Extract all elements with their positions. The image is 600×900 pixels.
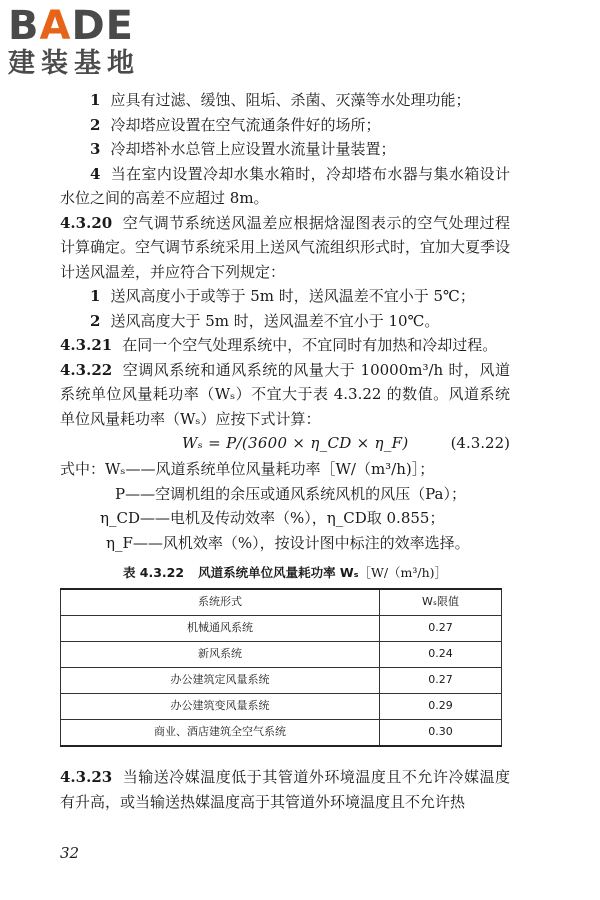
table-caption-title: 风道系统单位风量耗功率 Wₛ [198, 565, 359, 580]
table-row [61, 694, 502, 720]
table-row [61, 668, 502, 694]
table-cell-ws-limit: 0.29 [380, 694, 502, 720]
logo-subtitle: 建装基地 [8, 48, 140, 79]
table-caption-unit: ［W/（m³/h)］ [358, 565, 448, 580]
document-body [60, 88, 510, 814]
formula-number: (4.3.22) [450, 434, 510, 452]
page-number: 32 [60, 844, 80, 862]
table-caption-number: 表 4.3.22 [122, 565, 185, 580]
table-cell-ws-limit: 0.30 [380, 720, 502, 747]
table-cell-ws-limit: 0.27 [380, 616, 502, 642]
table-row [61, 616, 502, 642]
table-cell-system-type: 新风系统 [61, 642, 380, 668]
clause-4-3-19-item-1: 1 应具有过滤、缓蚀、阻垢、杀菌、灭藻等水处理功能； [90, 91, 471, 109]
clause-4-3-23: 4.3.23 当输送冷媒温度低于其管道外环境温度且不允许冷媒温度有升高，或当输送热媒温度高于其管道外环境温度且不允许热 [60, 768, 510, 811]
formula-row [60, 431, 510, 457]
table-cell-system-type: 商业、酒店建筑全空气系统 [61, 720, 380, 747]
table-header-system-type: 系统形式 [61, 589, 380, 616]
bade-logo [8, 4, 178, 80]
logo-brand [8, 4, 178, 48]
table-cell-ws-limit: 0.24 [380, 642, 502, 668]
table-cell-system-type: 机械通风系统 [61, 616, 380, 642]
table-caption [60, 560, 510, 586]
logo-brand-text: BADE [8, 3, 134, 49]
clause-4-3-20-item-1: 1 送风高度小于或等于 5m 时，送风温差不宜小于 5℃； [90, 287, 475, 305]
definition-p: P——空调机组的余压或通风系统风机的风压（Pa）； [115, 484, 466, 503]
table-header-ws-limit: Wₛ限值 [380, 589, 502, 616]
formula: Wₛ = P/(3600 × η_CD × η_F) [182, 434, 409, 452]
ws-limit-table [60, 588, 502, 747]
clause-4-3-19-item-4: 4 当在室内设置冷却水集水箱时，冷却塔布水器与集水箱设计水位之间的高差不应超过 8m。 [60, 164, 510, 207]
clause-4-3-22: 4.3.22 空调风系统和通风系统的风量大于 10000m³/h 时，风道系统单位风量耗功率（Wₛ）不宜大于表 4.3.22 的数值。风道系统单位风量耗功率（Wₛ）应按下式计算： [60, 360, 510, 428]
definition-ws: 式中：Wₛ——风道系统单位风量耗功率［W/（m³/h)］； [60, 460, 435, 478]
clause-4-3-21: 4.3.21 在同一个空气处理系统中，不宜同时有加热和冷却过程。 [60, 336, 498, 354]
definition-eta-cd: η_CD——电机及传动效率（%），η_CD取 0.855； [100, 509, 445, 527]
table-row [61, 720, 502, 747]
table-header-row [61, 589, 502, 616]
table-cell-system-type: 办公建筑变风量系统 [61, 694, 380, 720]
definition-eta-f: η_F——风机效率（%），按设计图中标注的效率选择。 [106, 533, 470, 552]
clause-4-3-19-item-2: 2 冷却塔应设置在空气流通条件好的场所； [90, 115, 381, 134]
clause-4-3-20-item-2: 2 送风高度大于 5m 时，送风温差不宜小于 10℃。 [90, 311, 440, 330]
clause-4-3-19-item-3: 3 冷却塔补水总管上应设置水流量计量装置； [90, 140, 396, 158]
clause-4-3-20: 4.3.20 空气调节系统送风温差应根据焓湿图表示的空气处理过程计算确定。空气调节系统采用上送风气流组织形式时，宜加大夏季设计送风温差，并应符合下列规定： [60, 213, 511, 281]
table-cell-system-type: 办公建筑定风量系统 [61, 668, 380, 694]
table-row [61, 642, 502, 668]
logo-accent-letter: A [39, 3, 72, 49]
table-cell-ws-limit: 0.27 [380, 668, 502, 694]
